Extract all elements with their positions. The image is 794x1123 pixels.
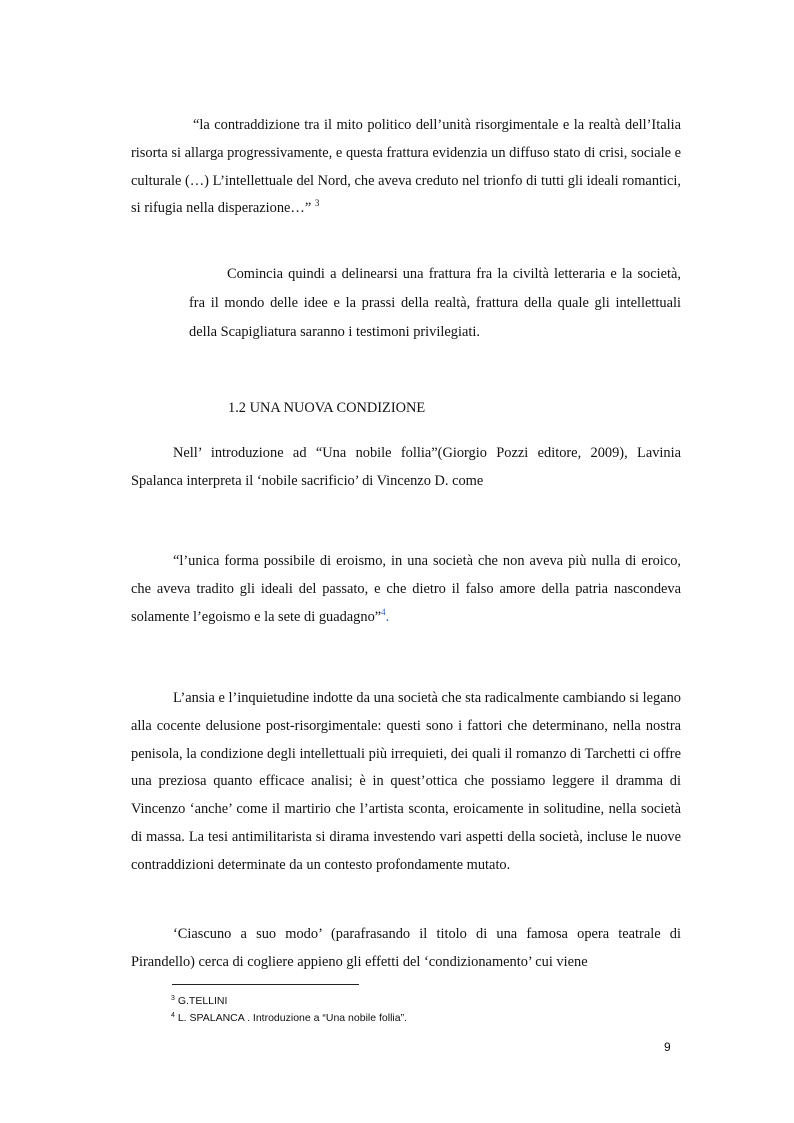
footnote-3 — [171, 995, 227, 1007]
page-number: 9 — [664, 1040, 671, 1054]
footnote-4 — [171, 1012, 407, 1024]
footnote-3-text: G.TELLINI — [177, 995, 228, 1007]
quote-spalanca-tail: . — [385, 608, 390, 625]
quote-spalanca-text: “l’unica forma possibile di eroismo, in una società che non aveva più nulla di eroico, che aveva tradito gli ideali del passato, e che dietro il falso amore della patria nascondeva solamente l’egoismo e la sete di guadagno” — [131, 553, 681, 625]
footnote-ref-3[interactable]: 3 — [314, 198, 320, 209]
footnote-ref-4[interactable]: 4 — [381, 606, 386, 617]
section-heading: 1.2 UNA NUOVA CONDIZIONE — [228, 400, 426, 416]
footnote-4-text: L. SPALANCA . Introduzione a “Una nobile follia”. — [177, 1012, 408, 1024]
paragraph-ansia: L’ansia e l’inquietudine indotte da una società che sta radicalmente cambiando si legano alla cocente delusione post-risorgimentale: questi sono i fattori che determinano, nella nostra penisola, la condizione degli intellettuali più irrequieti, dei quali il romanzo di Tarchetti ci offre una preziosa quanto efficace analisi; è in quest’ottica che possiamo leggere il dramma di Vincenzo ‘anche’ come il martirio che l’artista sconta, eroicamente in solitudine, nella società di massa. La tesi antimilitarista si dirama investendo vari aspetti della società, incluse le nuove contraddizioni determinate da un contesto profondamente mutato. — [131, 690, 681, 873]
paragraph-frattura: Comincia quindi a delinearsi una frattura fra la civiltà letteraria e la società, fra il mondo delle idee e la prassi della realtà, frattura della quale gli intellettuali della Scapigliatura saranno i testimoni privilegiati. — [189, 266, 681, 340]
quote-tellini-text: “la contraddizione tra il mito politico dell’unità risorgimentale e la realtà dell’Italia risorta si allarga progressivamente, e questa frattura evidenzia un diffuso stato di crisi, sociale e culturale (…) L’intellettuale del Nord, che aveva creduto nel trionfo di tutti gli ideali romantici, si rifugia nella disperazione…” — [131, 117, 681, 217]
paragraph-introduzione: Nell’ introduzione ad “Una nobile follia”(Giorgio Pozzi editore, 2009), Lavinia Spalanca interpreta il ‘nobile sacrificio’ di Vincenzo D. come — [131, 445, 681, 489]
footnote-separator — [172, 984, 359, 985]
footnote-3-number: 3 — [171, 995, 175, 1002]
paragraph-ciascuno: ‘Ciascuno a suo modo’ (parafrasando il titolo di una famosa opera teatrale di Pirandello) cerca di cogliere appieno gli effetti del ‘condizionamento’ cui viene — [131, 926, 681, 970]
quote-tellini — [131, 112, 681, 223]
footnote-4-number: 4 — [171, 1012, 175, 1019]
quote-spalanca — [131, 548, 681, 631]
